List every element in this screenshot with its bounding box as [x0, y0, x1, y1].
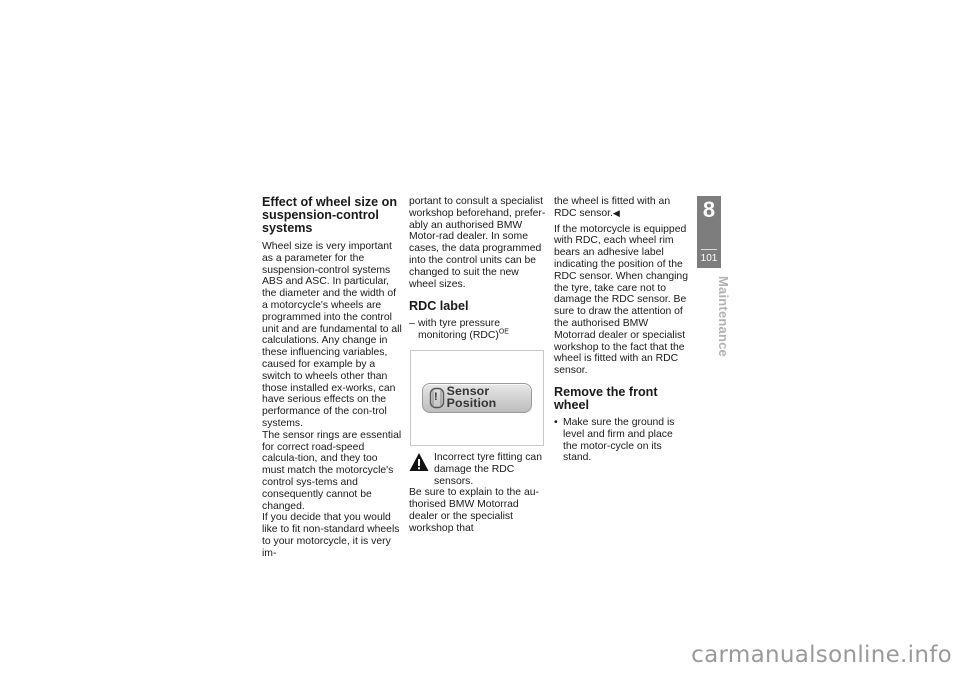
list-item-text: Make sure the ground is level and firm and place the motor-cycle on its stand.	[563, 416, 675, 464]
warning-triangle-icon	[409, 452, 429, 472]
paragraph: Wheel size is very important as a parameter for the suspension-control systems ABS and ASC. In particular, the diameter and the width of a motorcycle's wheels are programmed into the control unit and are fundamental to all calculations. Any change in these influencing variables, caused for example by a switch to wheels other than those installed ex-works, can have serious effects on the performance of the con-trol systems.	[262, 241, 402, 429]
heading-rdc-label: RDC label	[409, 299, 469, 314]
figure-icon-text: !	[434, 391, 438, 404]
sensor-position-text: Sensor Position	[446, 384, 497, 410]
dash-marker: –	[409, 318, 415, 330]
list-item	[409, 318, 547, 342]
rdc-label-figure	[410, 350, 544, 446]
end-marker: ◀	[612, 207, 620, 218]
heading-wheel-size: Effect of wheel size on suspension-control systems	[262, 195, 398, 235]
chapter-number: 8	[702, 197, 716, 222]
warning-note	[409, 452, 547, 487]
paragraph: The sensor rings are essential for correct road-speed calcula-tion, and they too must match the motorcycle's control sys-tems and consequently cannot be changed.	[262, 429, 402, 512]
oe-superscript: OE	[498, 328, 509, 336]
paragraph: If the motorcycle is equipped with RDC, each wheel rim bears an adhesive label indicating the position of the RDC sensor. When changing the tyre, take care not to damage the RDC sensor. Be sure to draw the attention of the authorised BMW Motorrad dealer or specialist workshop to the fact that the wheel is fitted with an RDC sensor.	[554, 223, 688, 377]
paragraph: If you decide that you would like to fit non-standard wheels to your motorcycle, it is very im-	[262, 512, 400, 559]
divider	[701, 249, 717, 250]
section-title: Maintenance	[716, 276, 731, 357]
page-number: 101	[700, 253, 718, 264]
watermark: carmanualsonline.info	[691, 642, 952, 668]
paragraph: Be sure to explain to the au-thorised BMW Motorrad dealer or the specialist workshop that	[409, 487, 539, 534]
column-2	[409, 196, 547, 541]
column-3	[554, 196, 688, 470]
list-item-text: with tyre pressure monitoring (RDC)	[418, 318, 500, 342]
sensor-position-label	[422, 383, 532, 413]
warning-text: Incorrect tyre fitting can damage the RDC sensors.	[434, 451, 542, 487]
paragraph: portant to consult a specialist workshop beforehand, prefer-ably an authorised BMW Motor-rad dealer. In some cases, the data programmed into the control units can be changed to suit the new wheel sizes.	[409, 196, 546, 290]
list-item	[554, 417, 688, 464]
paragraph-text: the wheel is fitted with an RDC sensor.	[554, 196, 671, 219]
bullet-marker: •	[554, 416, 558, 428]
heading-remove-front-wheel: Remove the front wheel	[554, 384, 658, 412]
column-1	[262, 196, 402, 566]
paragraph	[554, 196, 688, 220]
